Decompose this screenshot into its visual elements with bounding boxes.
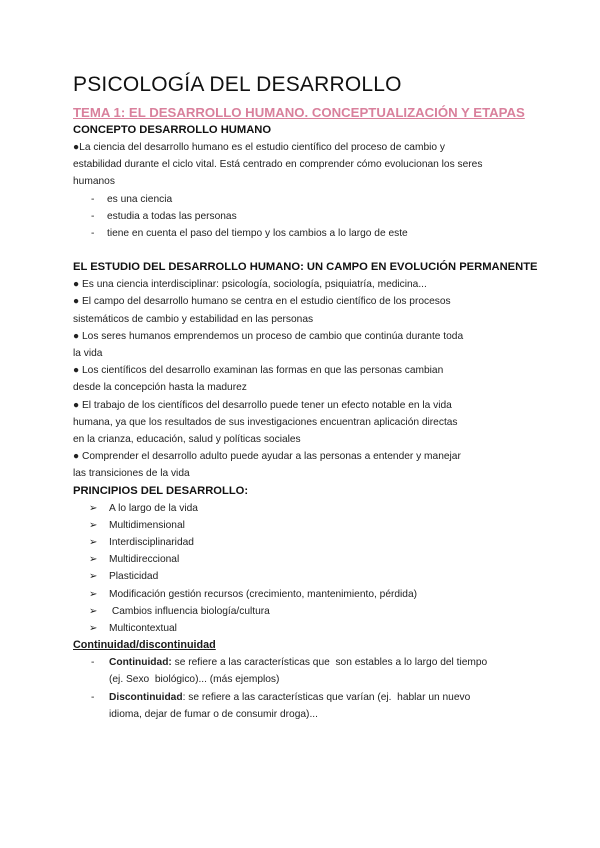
concepto-line-2: estabilidad durante el ciclo vital. Está centrado en comprender cómo evolucionan los seres [73,159,483,171]
arrow-bullet-icon: ➢ [89,623,98,635]
estudio-line: ● Comprender el desarrollo adulto puede ayudar a las personas a entender y manejar [73,451,461,463]
concepto-item: - estudia a todas las personas [73,208,533,225]
dash-bullet: - [91,657,95,669]
term-continuidad: Continuidad: [109,657,172,669]
arrow-bullet-icon: ➢ [89,519,98,531]
discontinuidad-item-line2: idioma, dejar de fumar o de consumir droga)... [109,708,318,720]
principio-item: ➢ Cambios influencia biología/cultura [73,603,533,620]
arrow-bullet-icon: ➢ [89,588,98,600]
document-page [73,70,538,723]
principio-item: ➢ Multidimensional [73,517,533,534]
estudio-line: ● Es una ciencia interdisciplinar: psicología, sociología, psiquiatría, medicina... [73,279,427,291]
estudio-heading: EL ESTUDIO DEL DESARROLLO HUMANO: UN CAMPO EN EVOLUCIÓN PERMANENTE [73,261,538,274]
arrow-bullet-icon: ➢ [89,537,98,549]
principios-heading: PRINCIPIOS DEL DESARROLLO: [73,484,249,497]
arrow-bullet-icon: ➢ [89,554,98,566]
principio-item: ➢ Multicontextual [73,620,533,637]
dash-bullet: - [91,193,95,205]
principio-item: ➢ Multidireccional [73,551,533,568]
dash-bullet: - [91,210,95,222]
concepto-line-3: humanos [73,176,115,188]
continuidad-item: - Continuidad: se refiere a las características que son estables a lo largo del tiempo [73,654,533,671]
arrow-bullet-icon: ➢ [89,502,98,514]
arrow-bullet-icon: ➢ [89,571,98,583]
estudio-line: sistemáticos de cambio y estabilidad en las personas [73,313,314,325]
principio-item: ➢ A lo largo de la vida [73,500,533,517]
estudio-line: ● El trabajo de los científicos del desarrollo puede tener un efecto notable en la vida [73,399,452,411]
arrow-bullet-icon: ➢ [89,605,98,617]
principio-item: ➢ Plasticidad [73,568,533,585]
estudio-line: en la crianza, educación, salud y políticas sociales [73,434,301,446]
document-title: PSICOLOGÍA DEL DESARROLLO [73,73,402,96]
principio-item: ➢ Modificación gestión recursos (crecimiento, mantenimiento, pérdida) [73,586,533,603]
estudio-line: ● El campo del desarrollo humano se centra en el estudio científico de los procesos [73,296,451,308]
concepto-line-1: ●La ciencia del desarrollo humano es el estudio científico del proceso de cambio y [73,142,445,153]
estudio-line: humana, ya que los resultados de sus investigaciones encuentran aplicación directas [73,416,458,428]
concepto-item: - tiene en cuenta el paso del tiempo y los cambios a lo largo de este [73,225,533,242]
continuidad-item-line2: (ej. Sexo biológico)... (más ejemplos) [109,674,280,686]
estudio-line: ● Los científicos del desarrollo examinan las formas en que las personas cambian [73,365,444,377]
dash-bullet: - [91,228,95,240]
topic-heading[interactable]: TEMA 1: EL DESARROLLO HUMANO. CONCEPTUALIZACIÓN Y ETAPAS [73,105,525,120]
estudio-line: la vida [73,348,103,360]
concepto-heading: CONCEPTO DESARROLLO HUMANO [73,124,272,136]
principio-item: ➢ Interdisciplinaridad [73,534,533,551]
estudio-line: las transiciones de la vida [73,468,190,480]
discontinuidad-item: - Discontinuidad: se refiere a las características que varían (ej. hablar un nuevo [73,689,533,706]
estudio-line: desde la concepción hasta la madurez [73,382,247,394]
concepto-item: - es una ciencia [73,191,533,208]
dash-bullet: - [91,691,95,703]
estudio-line: ● Los seres humanos emprendemos un proceso de cambio que continúa durante toda [73,330,464,342]
continuidad-heading: Continuidad/discontinuidad [73,639,216,652]
term-discontinuidad: Discontinuidad [109,691,183,703]
